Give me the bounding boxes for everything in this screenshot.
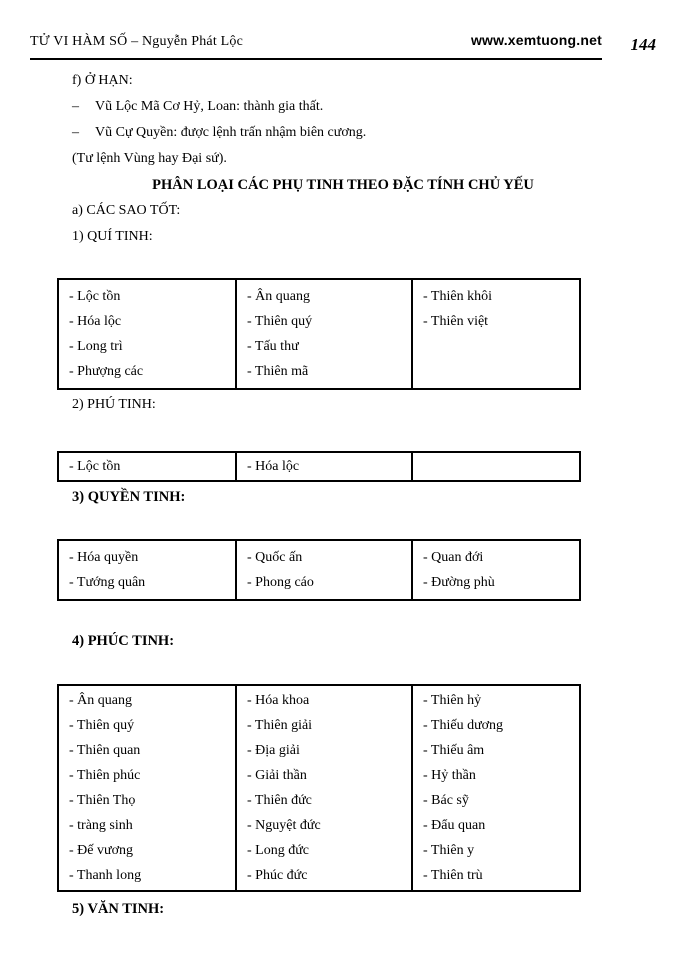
- table-column: [411, 280, 579, 388]
- table-cell: - Hóa lộc: [69, 314, 122, 329]
- table-cell: - Phúc đức: [247, 868, 308, 883]
- table-cell: - Thiếu dương: [423, 718, 504, 733]
- table-cell: - Long trì: [69, 339, 123, 354]
- table-cell: - Thiên đức: [247, 793, 312, 808]
- subsection-label-qui-tinh: 1) QUÍ TINH:: [72, 229, 153, 244]
- table-cell: - Thiên quý: [69, 718, 135, 733]
- bullet-text: Vũ Cự Quyền: được lệnh trấn nhậm biên cương.: [95, 125, 367, 140]
- table-cell: - Hỷ thần: [423, 768, 476, 783]
- table-column: [59, 280, 235, 388]
- table-cell: - Thiên quan: [69, 743, 141, 758]
- table-cell: - Thiên quý: [247, 314, 313, 329]
- table-cell: - Nguyệt đức: [247, 818, 321, 833]
- table-cell: - Thiên trù: [423, 868, 483, 883]
- table-cell: - Hóa khoa: [247, 693, 310, 708]
- table-cell: - Tướng quân: [69, 575, 146, 590]
- table-cell: - Giải thần: [247, 768, 307, 783]
- table-cell: - Địa giải: [247, 743, 300, 758]
- table-cell: - Thiên giải: [247, 718, 313, 733]
- table-cell: - Hóa quyền: [69, 550, 139, 565]
- table-cell: - Thanh long: [69, 868, 142, 883]
- subsection-label-phu-tinh: 2) PHÚ TINH:: [72, 397, 156, 412]
- table-column: [235, 453, 411, 480]
- table-cell: - Lộc tồn: [69, 289, 121, 304]
- table-column: [411, 541, 579, 599]
- table-cell: - Thiên Thọ: [69, 793, 136, 808]
- table-cell: - Long đức: [247, 843, 310, 858]
- table-cell: - Ân quang: [247, 289, 310, 304]
- table-column: [59, 541, 235, 599]
- subsection-label-van-tinh: 5) VĂN TINH:: [72, 901, 165, 917]
- dash-marker: –: [72, 125, 79, 140]
- main-heading: PHÂN LOẠI CÁC PHỤ TINH THEO ĐẶC TÍNH CHỦ YẾU: [152, 177, 534, 193]
- table-cell: - Đế vương: [69, 843, 133, 858]
- table-phuc-tinh: [57, 684, 581, 892]
- table-cell: - Đẩu quan: [423, 818, 486, 833]
- table-cell: - Thiên phúc: [69, 768, 141, 783]
- table-column: [411, 453, 579, 480]
- subsection-label-phuc-tinh: 4) PHÚC TINH:: [72, 633, 175, 649]
- table-column: [411, 686, 579, 890]
- table-phu-tinh: [57, 451, 581, 482]
- table-cell: - Đường phù: [423, 575, 495, 590]
- page-header: [30, 32, 656, 60]
- table-cell: - Phong cáo: [247, 575, 314, 590]
- table-cell: - Hóa lộc: [247, 459, 300, 474]
- header-rule: [30, 32, 602, 60]
- table-column: [59, 453, 235, 480]
- bullet-item: [72, 120, 656, 146]
- book-title: TỬ VI HÀM SỐ – Nguyễn Phát Lộc: [30, 34, 243, 49]
- table-cell: - Thiên hỷ: [423, 693, 482, 708]
- page-number: 144: [630, 35, 656, 54]
- table-cell: - Ân quang: [69, 693, 132, 708]
- table-quyen-tinh: [57, 539, 581, 601]
- table-cell: - Bác sỹ: [423, 793, 469, 808]
- table-cell: - Thiên việt: [423, 314, 489, 329]
- parenthetical-note: (Tư lệnh Vùng hay Đại sứ).: [72, 151, 227, 166]
- table-cell: - Quốc ấn: [247, 550, 303, 565]
- table-cell: - Thiên khôi: [423, 289, 492, 304]
- table-cell: - Thiên y: [423, 843, 475, 858]
- table-cell: - Thiên mã: [247, 364, 309, 379]
- bullet-item: [72, 94, 656, 120]
- table-column: [59, 686, 235, 890]
- subsection-label-quyen-tinh: 3) QUYỀN TINH:: [72, 489, 186, 505]
- website-url: www.xemtuong.net: [470, 32, 602, 48]
- group-a-heading: a) CÁC SAO TỐT:: [72, 203, 181, 218]
- table-cell: - tràng sinh: [69, 818, 133, 833]
- table-cell: - Tấu thư: [247, 339, 299, 354]
- table-cell: - Quan đới: [423, 550, 484, 565]
- table-column: [235, 541, 411, 599]
- table-cell: - Thiếu âm: [423, 743, 485, 758]
- table-cell: - Lộc tồn: [69, 459, 121, 474]
- table-qui-tinh: [57, 278, 581, 390]
- table-cell: - Phượng các: [69, 364, 144, 379]
- section-f-heading: f) Ở HẠN:: [72, 73, 133, 88]
- dash-marker: –: [72, 99, 79, 114]
- table-column: [235, 280, 411, 388]
- table-column: [235, 686, 411, 890]
- bullet-text: Vũ Lộc Mã Cơ Hỷ, Loan: thành gia thất.: [95, 99, 324, 114]
